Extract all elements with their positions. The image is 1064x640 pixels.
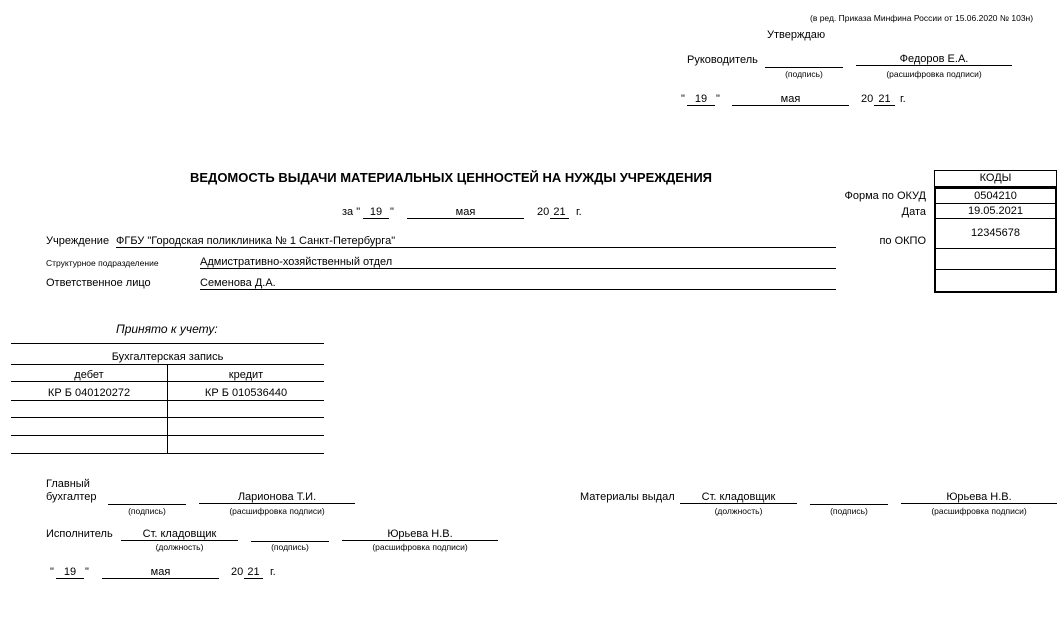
issued-signature-caption: (подпись)	[830, 506, 868, 516]
executor-name: Юрьева Н.В.	[342, 528, 498, 541]
date-label: Дата	[901, 206, 926, 218]
date-code: 19.05.2021	[936, 204, 1055, 219]
period-year-suffix: г.	[576, 206, 582, 218]
page-title: ВЕДОМОСТЬ ВЫДАЧИ МАТЕРИАЛЬНЫХ ЦЕННОСТЕЙ НА НУЖДЫ УЧРЕЖДЕНИЯ	[190, 170, 713, 185]
bottom-year-suffix: г.	[270, 566, 276, 578]
period-year-prefix: 20	[537, 206, 550, 218]
approver-signature-caption: (подпись)	[785, 69, 823, 79]
issued-position-caption: (должность)	[714, 506, 763, 516]
accounting-entry-label: Бухгалтерская запись	[111, 351, 224, 363]
executor-signature-caption: (подпись)	[271, 542, 309, 552]
institution-value: ФГБУ "Городская поликлиника № 1 Санкт-Петербурга"	[116, 235, 836, 248]
bottom-day: 19	[56, 566, 84, 579]
accounting-top-line	[11, 343, 324, 344]
chief-signature-line	[108, 491, 186, 505]
okud-label: Форма по ОКУД	[844, 190, 926, 202]
period-quote-close: "	[390, 206, 394, 218]
department-value: Адмистративно-хозяйственный отдел	[200, 256, 836, 269]
debit-label: дебет	[74, 369, 104, 381]
executor-position-caption: (должность)	[155, 542, 204, 552]
okud-code: 0504210	[936, 189, 1055, 204]
issued-name: Юрьева Н.В.	[901, 491, 1057, 504]
accounting-line	[11, 453, 324, 454]
chief-name-caption: (расшифровка подписи)	[229, 506, 325, 516]
issued-signature-line	[810, 491, 888, 505]
executor-position: Ст. кладовщик	[121, 528, 238, 541]
chief-label-1: Главный	[46, 478, 90, 490]
codes-empty-cell	[936, 270, 1055, 291]
executor-label: Исполнитель	[46, 528, 113, 540]
approve-year: 21	[874, 93, 895, 106]
approver-name: Федоров Е.А.	[856, 53, 1012, 66]
period-month: мая	[407, 206, 524, 219]
okpo-label: по ОКПО	[879, 235, 926, 247]
chief-label-2: бухгалтер	[46, 491, 97, 503]
approve-day: 19	[687, 93, 715, 106]
approve-quote-open: "	[681, 93, 685, 105]
period-year: 21	[550, 206, 569, 219]
bottom-quote-open: "	[50, 566, 54, 578]
executor-signature-line	[251, 528, 329, 542]
responsible-label: Ответственное лицо	[46, 277, 151, 289]
issued-position: Ст. кладовщик	[680, 491, 797, 504]
approver-position-label: Руководитель	[687, 54, 758, 66]
accounting-credit: КР Б 010536440	[204, 387, 288, 399]
accounting-divider	[167, 364, 168, 453]
codes-empty-cell	[936, 249, 1055, 270]
codes-table	[934, 170, 1057, 293]
institution-label: Учреждение	[46, 235, 110, 247]
codes-header: КОДЫ	[934, 170, 1057, 187]
accounting-debit: КР Б 040120272	[47, 387, 131, 399]
approver-signature-line	[765, 54, 843, 68]
codes-box	[934, 187, 1057, 293]
department-label: Структурное подразделение	[46, 258, 159, 268]
executor-name-caption: (расшифровка подписи)	[372, 542, 468, 552]
approve-quote-close: "	[716, 93, 720, 105]
accepted-label: Принято к учету:	[116, 322, 218, 336]
credit-label: кредит	[228, 369, 264, 381]
okpo-code: 12345678	[936, 219, 1055, 249]
approve-month: мая	[732, 93, 849, 106]
bottom-year-prefix: 20	[231, 566, 244, 578]
edition-note: (в ред. Приказа Минфина России от 15.06.2020 № 103н)	[810, 13, 1034, 23]
chief-name: Ларионова Т.И.	[199, 491, 355, 504]
period-day: 19	[363, 206, 389, 219]
bottom-year: 21	[244, 566, 263, 579]
approve-year-prefix: 20	[861, 93, 874, 105]
issued-label: Материалы выдал	[580, 491, 675, 503]
issued-name-caption: (расшифровка подписи)	[931, 506, 1027, 516]
approve-label: Утверждаю	[767, 29, 826, 41]
approve-year-suffix: г.	[900, 93, 906, 105]
bottom-quote-close: "	[85, 566, 89, 578]
chief-signature-caption: (подпись)	[128, 506, 166, 516]
approver-name-caption: (расшифровка подписи)	[886, 69, 982, 79]
responsible-value: Семенова Д.А.	[200, 277, 836, 290]
period-prefix: за "	[342, 206, 361, 218]
bottom-month: мая	[102, 566, 219, 579]
